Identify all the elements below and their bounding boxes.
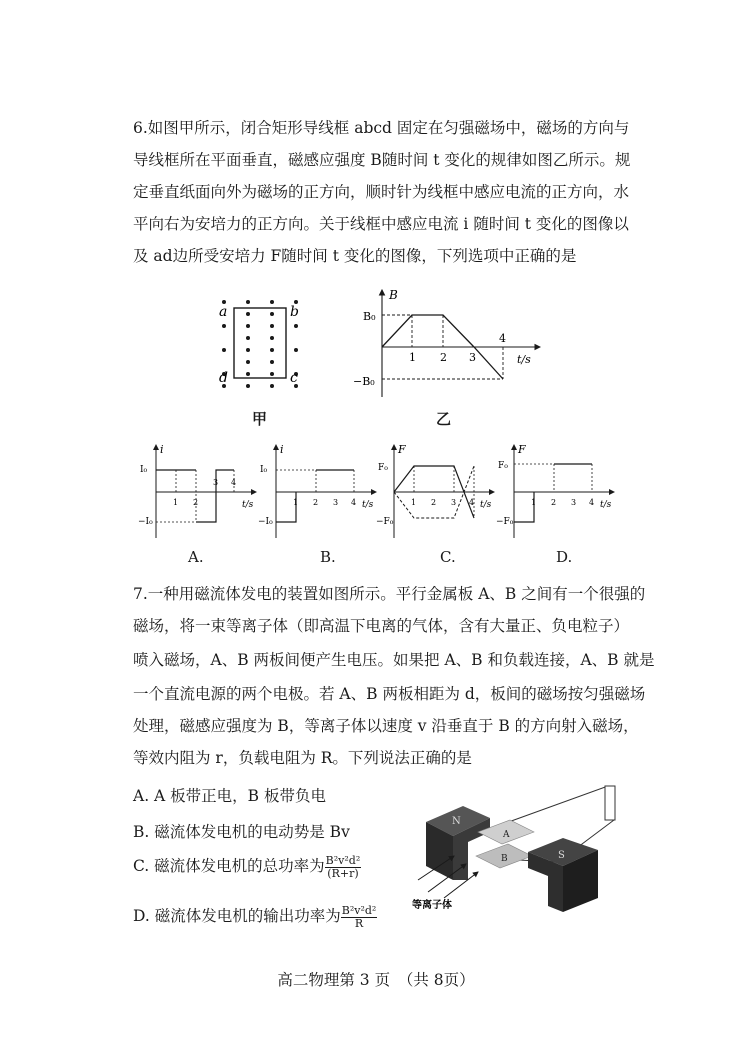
option-b-letter[interactable]: B. bbox=[320, 548, 336, 566]
option-c-graph bbox=[376, 440, 496, 540]
option-c-t4: 4 bbox=[469, 498, 475, 507]
corner-b: b bbox=[290, 304, 299, 320]
option-b-x: t/s bbox=[362, 500, 374, 510]
mhd-generator-figure bbox=[408, 780, 638, 915]
page-footer: 高二物理第 3 页 （共 8页） bbox=[277, 971, 475, 989]
option-a-neg: −I₀ bbox=[138, 517, 153, 527]
option-a-graph bbox=[138, 440, 258, 540]
load-resistor-icon bbox=[605, 786, 615, 820]
option-a-t1: 1 bbox=[173, 498, 179, 507]
wire-frame bbox=[234, 308, 286, 378]
magnet-n-icon bbox=[426, 806, 490, 880]
option-c-letter[interactable]: C. bbox=[440, 548, 456, 566]
option-d-t2: 2 bbox=[551, 498, 557, 507]
q7-choice-c[interactable] bbox=[133, 854, 361, 880]
option-d-pos: F₀ bbox=[498, 461, 508, 471]
q7-line-3: 喷入磁场，A、B 两板间便产生电压。如果把 A、B 和负载连接，A、B 就是 bbox=[133, 651, 655, 669]
fig-yi-label: 乙 bbox=[436, 410, 452, 428]
plate-a-label: A bbox=[503, 830, 510, 840]
option-d-graph bbox=[496, 440, 616, 540]
q7-line-4: 一个直流电源的两个电极。若 A、B 两板相距为 d，板间的磁场按匀强磁场 bbox=[133, 685, 646, 703]
option-b-t2: 2 bbox=[313, 498, 319, 507]
option-b-graph bbox=[258, 440, 378, 540]
corner-c: c bbox=[290, 370, 298, 386]
option-d-x: t/s bbox=[600, 500, 612, 510]
option-b-t1: 1 bbox=[293, 498, 299, 507]
corner-d: d bbox=[219, 370, 228, 386]
q6-line-1: 6.如图甲所示，闭合矩形导线框 abcd 固定在匀强磁场中，磁场的方向与 bbox=[133, 119, 630, 137]
option-d-neg: −F₀ bbox=[496, 517, 514, 527]
fig-jia bbox=[210, 290, 310, 390]
q7-choice-d-den: R bbox=[354, 916, 364, 930]
q7-choice-d-text: D. 磁流体发电机的输出功率为 bbox=[133, 907, 341, 925]
option-a-t3: 3 bbox=[213, 478, 219, 487]
option-d-t1: 1 bbox=[531, 498, 537, 507]
option-c-neg: −F₀ bbox=[376, 517, 394, 527]
option-d-t3: 3 bbox=[571, 498, 577, 507]
option-c-t1: 1 bbox=[411, 498, 417, 507]
q7-choice-d-num: B²v²d² bbox=[341, 903, 377, 917]
q7-line-5: 处理，磁感应强度为 B，等离子体以速度 v 沿垂直于 B 的方向射入磁场， bbox=[133, 717, 639, 735]
option-b-neg: −I₀ bbox=[258, 517, 273, 527]
yi-tick-2: 2 bbox=[440, 351, 447, 364]
yi-x-axis: t/s bbox=[517, 353, 531, 366]
q7-choice-b[interactable]: B. 磁流体发电机的电动势是 Bv bbox=[133, 823, 350, 841]
option-d-t4: 4 bbox=[589, 498, 595, 507]
option-d-y: F bbox=[518, 443, 526, 456]
option-a-pos: I₀ bbox=[140, 465, 148, 475]
option-a-letter[interactable]: A. bbox=[188, 548, 204, 566]
q7-choice-c-fraction bbox=[325, 855, 362, 880]
q6-line-3: 定垂直纸面向外为磁场的正方向，顺时针为线框中感应电流的正方向，水 bbox=[133, 183, 630, 201]
yi-tick-1: 1 bbox=[409, 351, 416, 364]
option-c-x: t/s bbox=[480, 500, 492, 510]
option-c-t2: 2 bbox=[431, 498, 437, 507]
q7-choice-c-den: (R+r) bbox=[327, 866, 359, 880]
q7-line-6: 等效内阻为 r，负载电阻为 R。下列说法正确的是 bbox=[133, 749, 472, 767]
yi-tick-4: 4 bbox=[499, 332, 506, 345]
option-d-letter[interactable]: D. bbox=[556, 548, 573, 566]
q7-choice-a[interactable]: A. A 板带正电，B 板带负电 bbox=[133, 787, 326, 805]
option-c-t3: 3 bbox=[451, 498, 457, 507]
q7-line-2: 磁场，将一束等离子体（即高温下电离的气体，含有大量正、负电粒子） bbox=[133, 617, 630, 635]
plasma-label: 等离子体 bbox=[412, 900, 452, 911]
option-b-y: i bbox=[280, 443, 284, 456]
option-b-t4: 4 bbox=[351, 498, 357, 507]
plate-b-icon bbox=[476, 844, 532, 868]
option-a-t2: 2 bbox=[193, 498, 199, 507]
option-a-t4: 4 bbox=[231, 478, 237, 487]
yi-y-axis: B bbox=[389, 288, 398, 302]
q7-choice-c-num: B²v²d² bbox=[325, 853, 361, 867]
fig-jia-label: 甲 bbox=[252, 410, 268, 428]
yi-tick-3: 3 bbox=[469, 351, 476, 364]
q7-choice-c-text: C. 磁流体发电机的总功率为 bbox=[133, 857, 325, 875]
magnet-s-label: S bbox=[558, 850, 565, 861]
q7-line-1: 7.一种用磁流体发电的装置如图所示。平行金属板 A、B 之间有一个很强的 bbox=[133, 585, 646, 603]
yi-negB0: −B₀ bbox=[353, 375, 375, 388]
plate-b-label: B bbox=[501, 854, 508, 864]
option-c-y: F bbox=[398, 443, 406, 456]
option-a-y: i bbox=[160, 443, 164, 456]
option-c-pos: F₀ bbox=[378, 463, 388, 473]
yi-B0: B₀ bbox=[363, 310, 376, 323]
option-a-x: t/s bbox=[242, 500, 254, 510]
q6-line-2: 导线框所在平面垂直，磁感应强度 B随时间 t 变化的规律如图乙所示。规 bbox=[133, 151, 631, 169]
q6-line-5: 及 ad边所受安培力 F随时间 t 变化的图像，下列选项中正确的是 bbox=[133, 247, 577, 265]
magnet-n-label: N bbox=[452, 816, 461, 827]
magnet-s-icon bbox=[528, 838, 598, 912]
corner-a: a bbox=[219, 304, 228, 320]
option-b-t3: 3 bbox=[333, 498, 339, 507]
q7-choice-d-fraction bbox=[341, 905, 378, 930]
q7-choice-d[interactable] bbox=[133, 904, 377, 930]
q6-line-4: 平向右为安培力的正方向。关于线框中感应电流 i 随时间 t 变化的图像以 bbox=[133, 215, 629, 233]
option-b-pos: I₀ bbox=[260, 465, 268, 475]
fig-yi bbox=[345, 285, 545, 405]
